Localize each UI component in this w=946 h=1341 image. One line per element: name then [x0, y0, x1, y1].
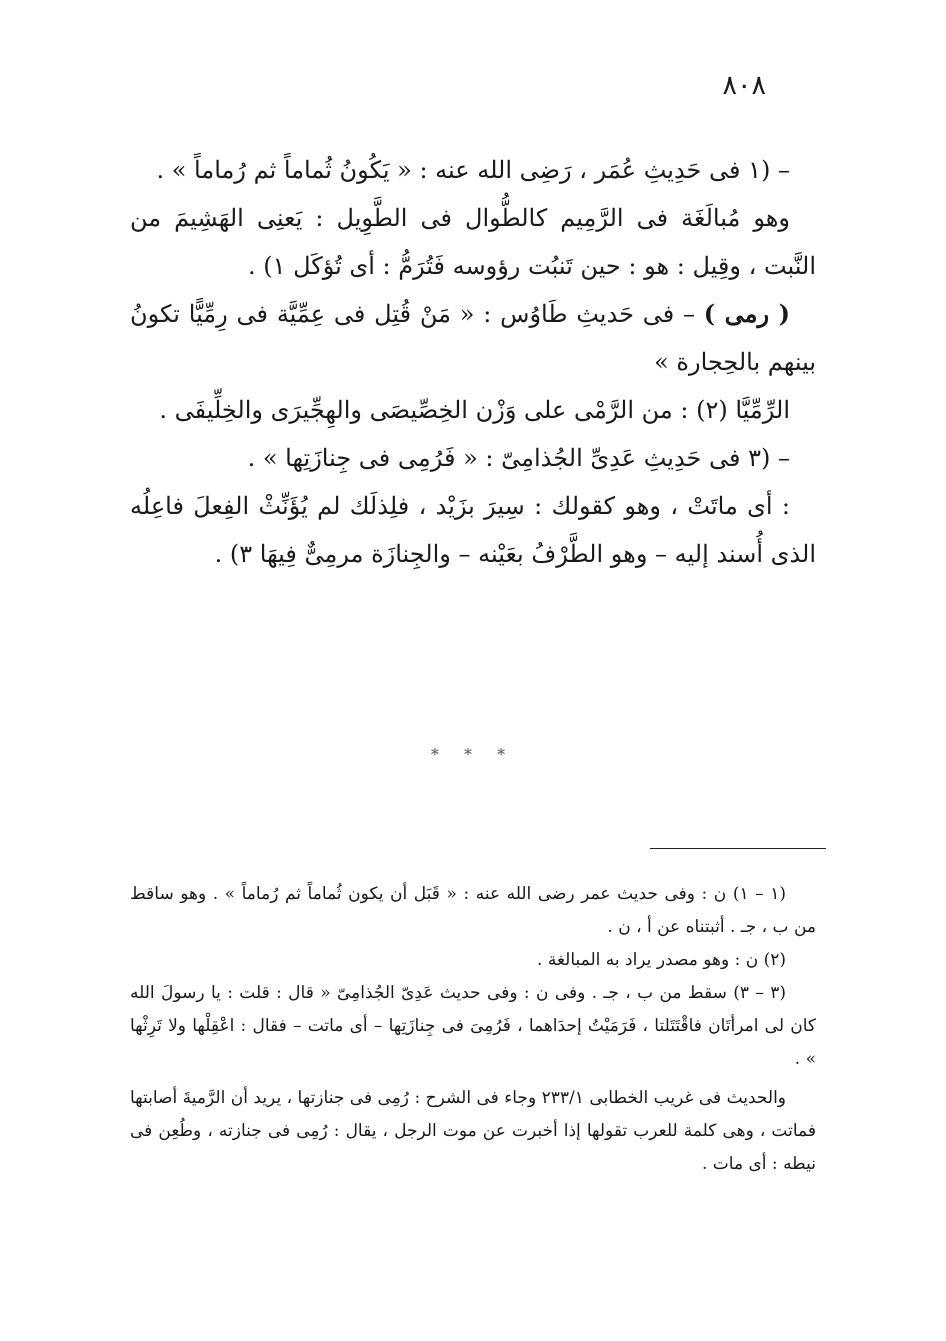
footnote-3-continuation: والحديث فى غريب الخطابى ٢٣٣/١ وجاء فى الشرح : رُمِى فى جنازتها ، يريد أن الرَّميةَ أصابتها فماتت ، وهى كلمة للعرب تقولها إذا أخبرت عن موت الرجل ، يقال : رُمِى فى جنازته ، وطُعِن فى نيطه : أى مات . — [130, 1088, 816, 1174]
page-number: ٨٠٨ — [722, 70, 766, 101]
paragraph-explanation: : أى ماتَتْ ، وهو كقولك : سِيرَ بزَيْد ، فلِذلَك لم يُؤَنِّثْ الفِعلَ فاعِلُه الذى أُسند إليه – وهو الطَّرْفُ بعَيْنه – والجِنازَة مرمِىٌّ فِيهَا ٣) . — [130, 492, 816, 568]
headword-rama: ( رمى ) — [703, 299, 790, 328]
paragraph-tawus: – فى حَديثِ طَاوُس : « مَنْ قُتِل فى عِمِّيَّة فى رِمِّيًّا تكونُ بينهم بالحِجارة » — [130, 300, 816, 376]
paragraph-rimmiyya: الرِّمِّيَّا (٢) : من الرَّمْى على وَزْن الخِصِّيصَى والهِجِّيرَى والخِلِّيفَى . — [159, 396, 790, 424]
section-separator: * * * — [430, 745, 516, 764]
paragraph-rama-entry — [130, 290, 816, 386]
paragraph-thumam: – (١ فى حَدِيثِ عُمَر ، رَضِى الله عنه : « يَكُونُ ثُماماً ثم رُماماً » . — [156, 156, 790, 184]
footnote-3: (٣ – ٣) سقط من ب ، جـ . وفى ن : وفى حديث عَدِىّ الجُذامِىّ « قال : قلت : يا رسولَ الله كان لى امرأتَان فاقْتَتَلتا ، فَرَمَيْتُ إحدَاهما ، فَرُمِىَ فى جِنازَتِها – أى ماتت – فقال : اعْقِلْها ولا تَرِثْها » . — [130, 983, 816, 1069]
main-text — [130, 146, 816, 578]
footnote-1: (١ – ١) ن : وفى حديث عمر رضى الله عنه : « قَبَل أن يكون ثُماماً ثم رُماماً » . وهو ساقط من ب ، جـ . أثبتناه عن أ ، ن . — [130, 884, 816, 937]
paragraph-adi: – (٣ فى حَدِيثِ عَدِىِّ الجُذامِىّ : « فَرُمِى فى جِنازَتِها » . — [247, 444, 790, 472]
footnotes — [130, 878, 816, 1181]
footnote-divider — [650, 848, 826, 849]
footnote-2: (٢) ن : وهو مصدر يراد به المبالغة . — [537, 950, 786, 970]
paragraph-ramim: وهو مُبالَغَة فى الرَّمِيم كالطُّوال فى الطَّوِيل : يَعنِى الهَشِيمَ من النَّبت ، وقِيل : هو : حين تَنبُت رؤوسه فَتُرَمُّ : أى تُؤكَل ١) . — [130, 204, 816, 280]
